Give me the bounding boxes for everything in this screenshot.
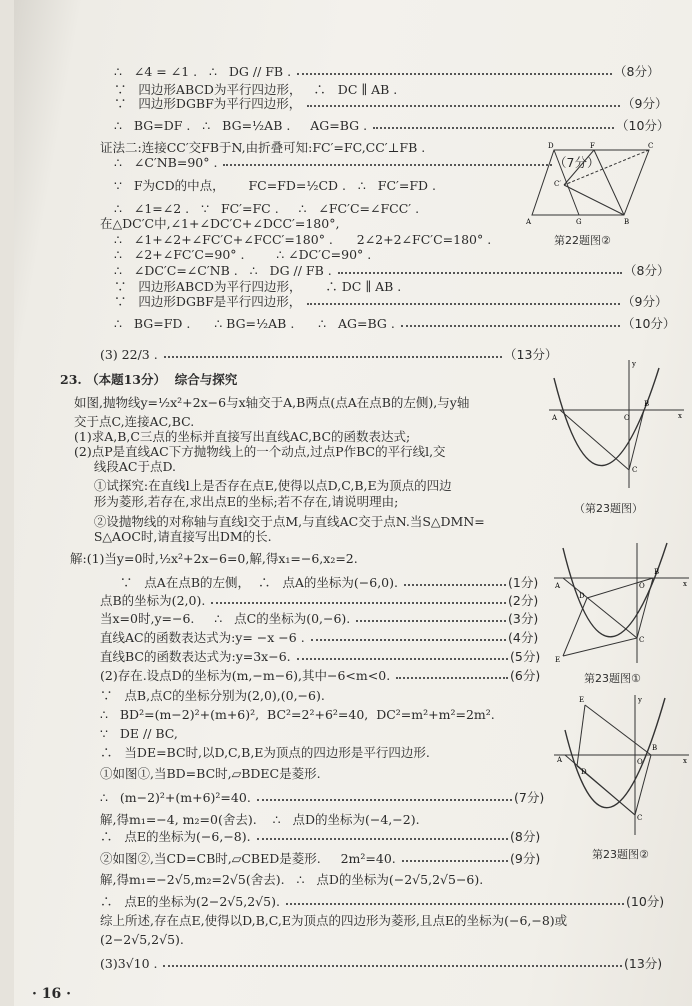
line-text: 综上所述,存在点E,使得以D,B,C,E为顶点的四边形为菱形,且点E的坐标为(−6,−8)或 <box>100 913 568 928</box>
score-marker: （9分） <box>622 294 668 309</box>
line-text: ∵ F为CD的中点， FC=FD=½CD . ∴ FC′=FD . <box>114 178 436 193</box>
svg-text:G: G <box>576 218 582 226</box>
text-line <box>60 372 237 387</box>
line-text: ∴ ∠4 = ∠1 . ∴ DG // FB . <box>114 64 292 79</box>
score-marker: （8分） <box>614 64 660 79</box>
score-marker: (7分) <box>514 790 545 805</box>
line-text: (2−2√5,2√5). <box>100 932 184 947</box>
line-text: (3)3√10 . <box>100 956 158 971</box>
svg-text:C: C <box>632 466 638 474</box>
line-text: ∵ 四边形ABCD为平行四边形， ∴ DC ∥ AB . <box>114 82 398 97</box>
svg-text:E: E <box>579 696 585 704</box>
text-line <box>100 575 398 590</box>
text-line <box>100 745 430 760</box>
line-text: S△AOC时,请直接写出DM的长. <box>74 529 272 544</box>
svg-text:C: C <box>639 636 645 644</box>
text-line <box>74 478 452 493</box>
svg-text:B: B <box>652 744 658 752</box>
text-line <box>114 247 371 262</box>
dotted-leader <box>257 838 508 840</box>
figure-23-caption: （第23题图） <box>574 502 643 515</box>
dotted-leader <box>297 658 508 660</box>
text-line <box>100 649 291 664</box>
svg-text:x: x <box>678 412 682 420</box>
score-marker: （13分） <box>504 347 558 362</box>
line-text: ∴ BD²=(m−2)²+(m+6)², BC²=2²+6²=40, DC²=m²+m²=2m². <box>100 707 495 722</box>
line-text: 证法二:连接CC′交FB于N,由折叠可知:FC′=FC,CC′⊥FB . <box>100 140 426 155</box>
svg-text:B: B <box>644 400 650 408</box>
dotted-leader <box>401 325 620 327</box>
text-line <box>114 263 332 278</box>
svg-text:A: A <box>526 218 532 226</box>
text-line <box>114 279 401 294</box>
text-line <box>100 347 158 362</box>
line-text: ∴ 点E的坐标为(2−2√5,2√5). <box>100 894 280 909</box>
score-marker: (1分) <box>508 575 539 590</box>
svg-text:C′: C′ <box>554 180 561 188</box>
line-text: 23. （本题13分） 综合与探究 <box>60 372 238 387</box>
line-text: ∵ 点B,点C的坐标分别为(2,0),(0,−6). <box>100 688 325 703</box>
figure-22-caption: 第22题图② <box>554 234 611 247</box>
svg-text:y: y <box>632 360 636 368</box>
document-page <box>14 0 692 1006</box>
figure-23-1-caption: 第23题图① <box>584 672 641 685</box>
dotted-leader <box>396 677 508 679</box>
line-text: (2)点P是直线AC下方抛物线上的一个动点,过点P作BC的平行线l,交 <box>74 444 446 459</box>
line-text: ∴ ∠1+∠2+∠FC′C+∠FCC′=180° . 2∠2+2∠FC′C=180° . <box>114 232 492 247</box>
text-line <box>74 414 194 429</box>
score-marker: (4分) <box>508 630 539 645</box>
page-number: · 16 · <box>32 986 71 1002</box>
line-text: 在△DC′C中,∠1+∠DC′C+∠DCC′=180°, <box>100 216 340 231</box>
line-text: (2)存在.设点D的坐标为(m,−m−6),其中−6<m<0. <box>100 668 391 683</box>
line-text: ∵ 四边形ABCD为平行四边形， ∴ DC ∥ AB . <box>114 279 402 294</box>
text-line <box>114 96 301 111</box>
line-text: ①试探究:在直线l上是否存在点E,使得以点D,C,B,E为顶点的四边 <box>74 478 452 493</box>
line-text: 如图,抛物线y=½x²+2x−6与x轴交于A,B两点(点A在点B的左侧),与y轴 <box>74 395 470 410</box>
svg-text:B: B <box>654 568 660 576</box>
line-text: ∴ 当DE=BC时,以D,C,B,E为顶点的四边形是平行四边形. <box>100 745 430 760</box>
svg-text:O: O <box>624 414 630 422</box>
dotted-leader <box>356 620 506 622</box>
line-text: ∴ ∠2+∠FC′C=90° . ∴ ∠DC′C=90° . <box>114 247 372 262</box>
svg-text:D: D <box>581 768 587 776</box>
text-line <box>114 82 397 97</box>
text-line <box>74 459 176 474</box>
text-line <box>100 707 495 722</box>
svg-text:C: C <box>648 142 654 150</box>
score-marker: (10分) <box>626 894 665 909</box>
line-text: 交于点C,连接AC,BC. <box>74 414 195 429</box>
dotted-leader <box>257 799 512 801</box>
line-text: ∴ ∠1=∠2 . ∵ FC′=FC . ∴ ∠FC′C=∠FCC′ . <box>114 201 420 216</box>
figure-23-2 <box>549 690 692 840</box>
line-text: ∵ DE // BC, <box>100 726 178 741</box>
figure-22-2 <box>524 140 664 230</box>
score-marker: (3分) <box>508 611 539 626</box>
score-marker: (9分) <box>510 851 541 866</box>
line-text: (1)求A,B,C三点的坐标并直接写出直线AC,BC的函数表达式; <box>74 429 411 444</box>
text-line <box>114 178 436 193</box>
line-text: 直线AC的函数表达式为:y= −x −6 . <box>100 630 305 645</box>
text-line <box>114 316 395 331</box>
dotted-leader <box>211 602 506 604</box>
dotted-leader <box>163 965 622 967</box>
line-text: 点B的坐标为(2,0). <box>100 593 206 608</box>
text-line <box>114 232 491 247</box>
figure-23 <box>544 358 689 493</box>
dotted-leader <box>164 356 502 358</box>
svg-text:F: F <box>590 142 595 150</box>
dotted-leader <box>297 73 612 75</box>
figure-23-2-caption: 第23题图② <box>592 848 649 861</box>
line-text: 解,得m₁=−2√5,m₂=2√5(舍去). ∴ 点D的坐标为(−2√5,2√5−6). <box>100 872 484 887</box>
text-line <box>100 140 425 155</box>
text-line <box>100 593 205 608</box>
text-line <box>100 726 178 741</box>
text-line <box>74 444 446 459</box>
line-text: ∴ ∠DC′C=∠C′NB . ∴ DG // FB . <box>114 263 332 278</box>
text-line <box>74 514 485 529</box>
text-line <box>100 932 184 947</box>
text-line <box>100 812 420 827</box>
dotted-leader <box>307 105 620 107</box>
text-line <box>100 611 350 626</box>
score-marker: (13分) <box>624 956 663 971</box>
line-text: ∴ (m−2)²+(m+6)²=40. <box>100 790 251 805</box>
score-marker: (6分) <box>510 668 541 683</box>
text-line <box>114 155 217 170</box>
dotted-leader <box>373 127 614 129</box>
text-line <box>114 64 291 79</box>
svg-text:x: x <box>683 757 687 765</box>
svg-text:O: O <box>637 758 643 766</box>
score-marker: (2分) <box>508 593 539 608</box>
svg-text:y: y <box>638 696 642 704</box>
svg-text:A: A <box>552 414 558 422</box>
line-text: ∴ 点E的坐标为(−6,−8). <box>100 829 251 844</box>
line-text: 当x=0时,y=−6. ∴ 点C的坐标为(0,−6). <box>100 611 351 626</box>
line-text: ②设抛物线的对称轴与直线l交于点M,与直线AC交于点N.当S△DMN= <box>74 514 485 529</box>
text-line <box>100 913 567 928</box>
score-marker: （10分） <box>616 118 670 133</box>
text-line <box>114 201 419 216</box>
text-line <box>100 766 321 781</box>
text-line <box>74 429 410 444</box>
score-marker: (8分) <box>510 829 541 844</box>
svg-text:O: O <box>639 582 645 590</box>
score-marker: （8分） <box>624 263 670 278</box>
dotted-leader <box>311 639 506 641</box>
text-line <box>74 529 272 544</box>
line-text: 线段AC于点D. <box>74 459 177 474</box>
text-line <box>100 216 339 231</box>
text-line <box>70 551 358 566</box>
line-text: ∴ ∠C′NB=90° . <box>114 155 218 170</box>
dotted-leader <box>402 860 508 862</box>
score-marker: （10分） <box>622 316 676 331</box>
line-text: ∴ BG=FD . ∴ BG=½AB . ∴ AG=BG . <box>114 316 395 331</box>
text-line <box>100 790 251 805</box>
score-marker: （9分） <box>622 96 668 111</box>
svg-text:D: D <box>579 592 585 600</box>
dotted-leader <box>338 272 622 274</box>
text-line <box>100 829 251 844</box>
line-text: ∵ 四边形DGBF是平行四边形， <box>114 294 302 309</box>
line-text: ∵ 四边形DGBF为平行四边形， <box>114 96 302 111</box>
svg-text:A: A <box>555 582 561 590</box>
svg-text:E: E <box>555 656 561 664</box>
svg-text:A: A <box>557 756 563 764</box>
svg-text:B: B <box>624 218 630 226</box>
line-text: ①如图①,当BD=BC时,▱BDEC是菱形. <box>100 766 321 781</box>
dotted-leader <box>404 584 506 586</box>
text-line <box>100 668 390 683</box>
text-line <box>74 494 398 509</box>
svg-text:D: D <box>548 142 554 150</box>
line-text: ②如图②,当CD=CB时,▱CBED是菱形. 2m²=40. <box>100 851 396 866</box>
dotted-leader <box>286 903 624 905</box>
svg-text:x: x <box>683 580 687 588</box>
score-marker: （7分） <box>554 155 600 170</box>
text-line <box>100 956 157 971</box>
text-line <box>100 851 396 866</box>
score-marker: (5分) <box>510 649 541 664</box>
text-line <box>114 294 301 309</box>
line-text: 直线BC的函数表达式为:y=3x−6. <box>100 649 291 664</box>
text-line <box>100 688 325 703</box>
line-text: 解:(1)当y=0时,½x²+2x−6=0,解,得x₁=−6,x₂=2. <box>70 551 358 566</box>
text-line <box>74 395 469 410</box>
svg-text:C: C <box>637 814 643 822</box>
line-text: (3) 22/3 . <box>100 347 158 362</box>
line-text: ∴ BG=DF . ∴ BG=½AB . AG=BG . <box>114 118 368 133</box>
text-line <box>114 118 367 133</box>
line-text: 形为菱形,若存在,求出点E的坐标;若不存在,请说明理由; <box>74 494 399 509</box>
line-text: ∵ 点A在点B的左侧， ∴ 点A的坐标为(−6,0). <box>100 575 398 590</box>
text-line <box>100 872 483 887</box>
text-line <box>100 894 280 909</box>
figure-23-1 <box>549 538 692 668</box>
dotted-leader <box>223 164 552 166</box>
line-text: 解,得m₁=−4, m₂=0(舍去). ∴ 点D的坐标为(−4,−2). <box>100 812 420 827</box>
text-line <box>100 630 305 645</box>
dotted-leader <box>307 303 620 305</box>
